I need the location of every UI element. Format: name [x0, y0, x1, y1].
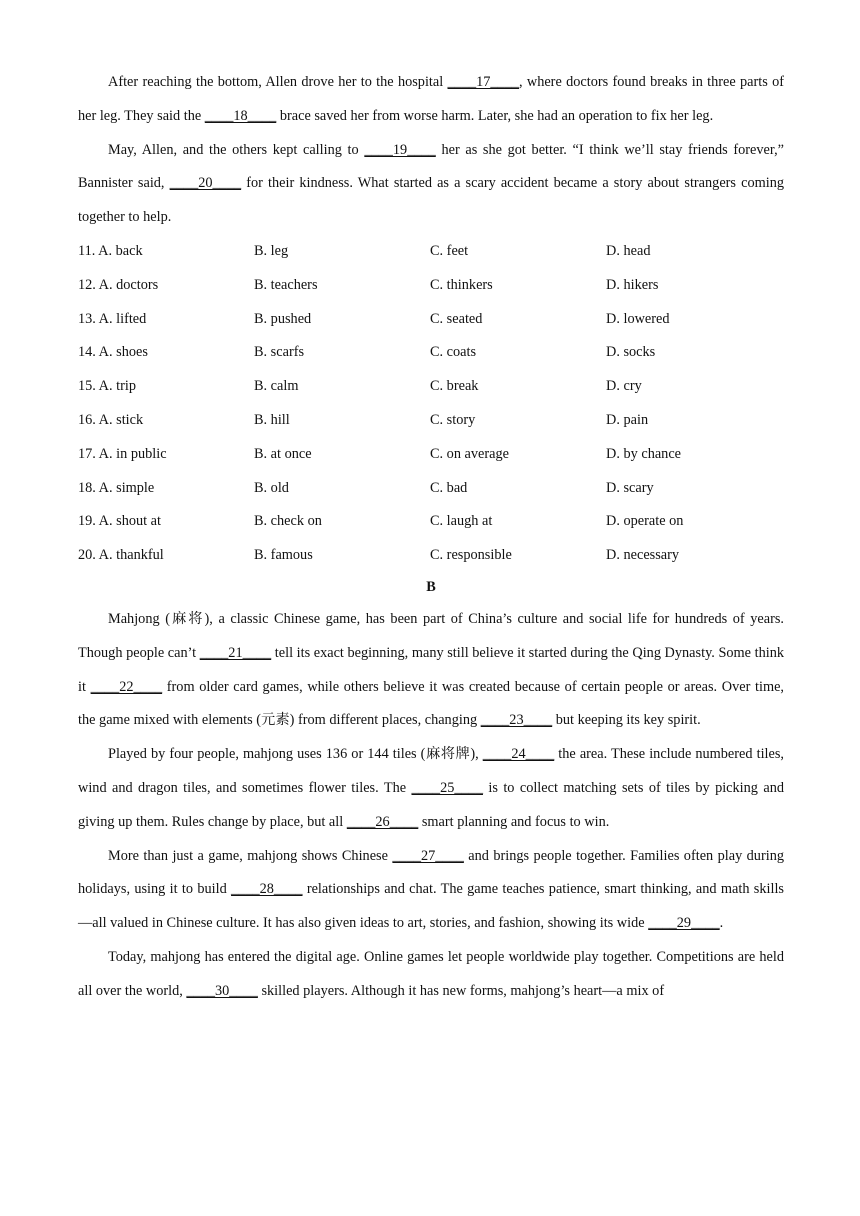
paragraph-b-culture — [78, 840, 784, 941]
blank-21: ____21____ — [199, 644, 272, 661]
option-row-16 — [78, 404, 784, 438]
option-c: C. break — [430, 378, 479, 395]
option-d: D. head — [606, 242, 651, 259]
paragraph-a-hospital — [78, 66, 784, 134]
text-segment: smart planning and focus to win. — [418, 813, 610, 830]
option-row-12 — [78, 269, 784, 303]
option-b: B. hill — [254, 411, 290, 428]
text-segment: . — [719, 915, 724, 932]
text-segment: her as she got better. “I think we’ll stay friends forever,” Bannister said, — [78, 141, 785, 192]
option-a: 15. A. trip — [78, 378, 136, 395]
blank-23: ____23____ — [480, 712, 553, 729]
option-row-17 — [78, 438, 784, 472]
text-segment: brace saved her from worse harm. Later, she had an operation to fix her leg. — [276, 107, 714, 124]
text-segment: and brings people together. Families often play during holidays, using it to build — [78, 847, 784, 898]
option-a: 18. A. simple — [78, 479, 155, 496]
option-row-14 — [78, 336, 784, 370]
paragraph-b-history — [78, 603, 784, 738]
text-segment: relationships and chat. The game teaches patience, smart thinking, and math skills—all valued in Chinese culture. It has also given ideas to art, stories, and fashion, showing its wide — [78, 881, 784, 932]
text-segment: but keeping its key spirit. — [552, 712, 701, 729]
option-d: D. socks — [606, 344, 656, 361]
option-a: 13. A. lifted — [78, 310, 147, 327]
option-c: C. feet — [430, 242, 469, 259]
option-row-11 — [78, 235, 784, 269]
paragraph-a-friends — [78, 134, 784, 235]
option-row-19 — [78, 505, 784, 539]
option-c: C. on average — [430, 445, 509, 462]
blank-18: ____18____ — [204, 107, 277, 124]
option-d: D. scary — [606, 479, 654, 496]
option-b: B. leg — [254, 242, 289, 259]
option-c: C. responsible — [430, 547, 512, 564]
option-d: D. lowered — [606, 310, 670, 327]
blank-27: ____27____ — [392, 847, 464, 864]
blank-20: ____20____ — [169, 175, 242, 192]
text-segment: tell its exact beginning, many still believe it started during the Qing Dynasty. Some think it — [78, 644, 785, 695]
option-b: B. teachers — [254, 276, 318, 293]
option-row-15 — [78, 370, 784, 404]
blank-30: ____30____ — [186, 982, 258, 999]
option-a: 19. A. shout at — [78, 513, 162, 530]
text-segment: , where doctors found breaks in three parts of her leg. They said the — [78, 74, 784, 124]
option-d: D. operate on — [606, 513, 684, 530]
text-segment: Mahjong (麻将), a classic Chinese game, has been part of China’s culture and social life for hundreds of years. Though people can’t — [78, 610, 784, 661]
document-page — [78, 66, 784, 1009]
option-c: C. laugh at — [430, 513, 493, 530]
option-d: D. hikers — [606, 276, 659, 293]
paragraph-b-tiles — [78, 738, 784, 839]
option-b: B. check on — [254, 513, 322, 530]
option-d: D. pain — [606, 411, 649, 428]
option-c: C. story — [430, 411, 476, 428]
option-b: B. at once — [254, 445, 312, 462]
option-d: D. cry — [606, 378, 642, 395]
option-d: D. necessary — [606, 547, 680, 564]
answer-options — [78, 235, 784, 573]
blank-17: ____17____ — [447, 74, 519, 90]
text-segment: More than just a game, mahjong shows Chinese — [108, 847, 393, 864]
text-segment: from older card games, while others believe it was created because of certain people or areas. Over time, the game mixed with elements (元素) from different places, changing — [78, 678, 784, 729]
blank-24: ____24____ — [482, 746, 555, 763]
blank-28: ____28____ — [231, 881, 303, 898]
text-segment: is to collect matching sets of tiles by picking and giving up them. Rules change by place, but all — [78, 779, 784, 830]
text-segment: Played by four people, mahjong uses 136 or 144 tiles (麻将牌), — [108, 746, 483, 763]
option-b: B. pushed — [254, 310, 312, 327]
text-segment: skilled players. Although it has new forms, mahjong’s heart—a mix of — [257, 982, 665, 999]
section-heading-b: B — [426, 578, 436, 595]
option-b: B. calm — [254, 378, 299, 395]
option-a: 12. A. doctors — [78, 276, 159, 293]
option-row-20 — [78, 539, 784, 573]
blank-29: ____29____ — [648, 915, 720, 932]
paragraph-b-digital — [78, 941, 784, 1009]
option-a: 17. A. in public — [78, 445, 167, 462]
text-segment: Today, mahjong has entered the digital age. Online games let people worldwide play together. Competitions are held all over the world, — [78, 948, 784, 999]
text-segment: May, Allen, and the others kept calling to — [108, 141, 365, 158]
option-b: B. scarfs — [254, 344, 305, 361]
option-a: 20. A. thankful — [78, 547, 164, 564]
text-segment: the area. These include numbered tiles, wind and dragon tiles, and sometimes flower tiles. The — [78, 746, 785, 796]
blank-22: ____22____ — [90, 678, 163, 695]
blank-26: ____26____ — [346, 813, 419, 830]
option-c: C. seated — [430, 310, 483, 327]
option-b: B. famous — [254, 547, 313, 564]
option-c: C. coats — [430, 344, 477, 361]
option-b: B. old — [254, 479, 289, 496]
text-segment: for their kindness. What started as a scary accident became a story about strangers coming together to help. — [78, 175, 784, 226]
option-row-13 — [78, 303, 784, 337]
option-c: C. bad — [430, 479, 468, 496]
option-a: 14. A. shoes — [78, 344, 148, 361]
blank-19: ____19____ — [364, 141, 436, 158]
option-d: D. by chance — [606, 445, 682, 462]
option-a: 16. A. stick — [78, 411, 144, 428]
option-c: C. thinkers — [430, 276, 493, 293]
option-a: 11. A. back — [78, 242, 143, 259]
blank-25: ____25____ — [411, 779, 483, 796]
text-segment: After reaching the bottom, Allen drove her to the hospital — [108, 74, 448, 90]
option-row-18 — [78, 472, 784, 506]
